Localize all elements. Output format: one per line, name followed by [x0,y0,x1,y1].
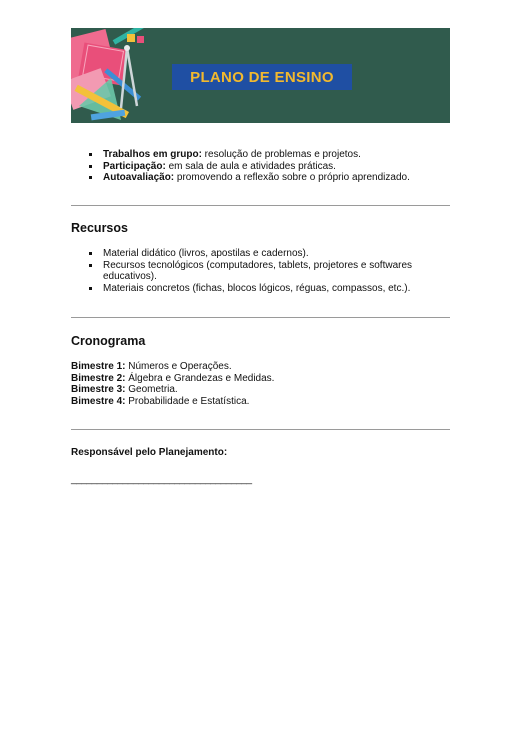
schedule-row [71,384,274,396]
item-text: Recursos tecnológicos (computadores, tablets, projetores e softwares educativos). [103,259,413,283]
assessment-list [88,149,448,184]
schedule-row [71,396,274,408]
bullet-icon [89,165,92,168]
item-text: em sala de aula e atividades práticas. [165,160,336,172]
bullet-icon [89,176,92,179]
section-divider [71,317,450,318]
recursos-heading: Recursos [71,221,128,235]
section-divider [71,429,450,430]
recursos-list [88,248,448,295]
bullet-icon [89,252,92,255]
item-text: Materiais concretos (fichas, blocos lógicos, réguas, compassos, etc.). [103,283,411,295]
cronograma-list [71,361,274,408]
header-banner [71,28,450,123]
cronograma-heading: Cronograma [71,334,146,348]
list-item [88,172,448,184]
item-term: Autoavaliação: [103,172,175,184]
schedule-row [71,361,274,373]
row-term: Bimestre 1: [71,361,126,372]
schedule-row [71,373,274,385]
row-term: Bimestre 2: [71,372,126,384]
item-term: Trabalhos em grupo: [103,149,202,160]
item-text: promovendo a reflexão sobre o próprio aprendizado. [174,172,410,184]
item-text: resolução de problemas e projetos. [201,149,361,160]
row-text: Probabilidade e Estatística. [125,396,250,408]
section-divider [71,205,450,206]
list-item [88,161,448,173]
list-item [88,283,448,295]
item-term: Participação: [103,160,166,172]
row-term: Bimestre 4: [71,396,126,408]
responsible-label: Responsável pelo Planejamento: [71,447,228,458]
row-text: Números e Operações. [125,361,232,372]
banner-title-box [172,64,352,90]
row-text: Álgebra e Grandezas e Medidas. [125,372,275,384]
banner-title: PLANO DE ENSINO [190,68,334,86]
row-term: Bimestre 3: [71,384,126,396]
bullet-icon [89,287,92,290]
list-item [88,149,448,161]
bullet-icon [89,153,92,156]
row-text: Geometria. [125,384,178,396]
item-text: Material didático (livros, apostilas e cadernos). [103,248,309,259]
bullet-icon [89,264,92,267]
list-item [88,248,448,260]
list-item [88,260,448,283]
signature-line: ___________________________________ [71,474,252,485]
